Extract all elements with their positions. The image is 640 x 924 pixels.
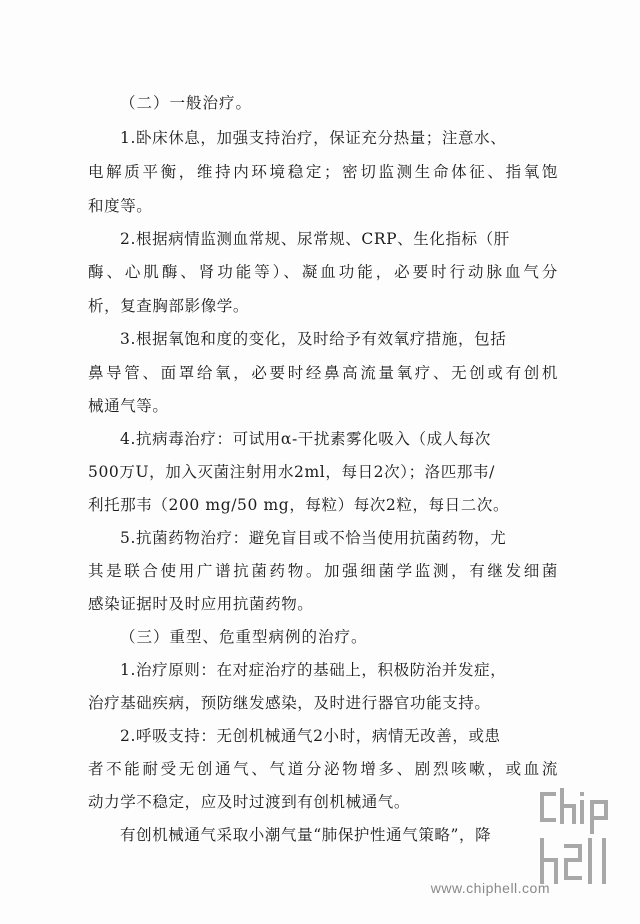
text-line: 有创机械通气采取小潮气量“肺保护性通气策略”，降 (120, 826, 492, 844)
text-line: 动力学不稳定，应及时过渡到有创机械通气。 (88, 793, 411, 811)
text-line: 械通气等。 (88, 397, 169, 415)
text-line: 2.根据病情监测血常规、尿常规、CRP、生化指标（肝 (120, 230, 510, 248)
text-line: 500万U，加入灭菌注射用水2ml，每日2次）；洛匹那韦/ (88, 463, 495, 481)
text-line: 鼻导管、面罩给氧，必要时经鼻高流量氧疗、无创或有创机 (88, 364, 558, 382)
section-heading-severe-treatment: （三）重型、危重型病例的治疗。 (120, 628, 368, 646)
text-line: 1.卧床休息，加强支持治疗，保证充分热量；注意水、 (120, 129, 507, 147)
text-line: 电解质平衡，维持内环境稳定；密切监测生命体征、指氧饱 (88, 163, 558, 181)
text-line: 1.治疗原则：在对症治疗的基础上，积极防治并发症， (120, 661, 507, 679)
watermark-url: www.chiphell.com (430, 880, 550, 896)
text-line: 和度等。 (88, 197, 153, 215)
text-line: 5.抗菌药物治疗：避免盲目或不恰当使用抗菌药物，尤 (120, 529, 507, 547)
text-line: 3.根据氧饱和度的变化，及时给予有效氧疗措施，包括 (120, 330, 507, 348)
text-line: 析，复查胸部影像学。 (88, 297, 250, 315)
text-line: 酶、心肌酶、肾功能等）、凝血功能，必要时行动脉血气分 (88, 263, 558, 281)
text-line: 感染证据时及时应用抗菌药物。 (88, 595, 314, 613)
text-line: 2.呼吸支持：无创机械通气2小时，病情无改善，或患 (120, 727, 501, 745)
section-heading-general-treatment: （二）一般治疗。 (120, 94, 253, 112)
text-line: 利托那韦（200 mg/50 mg，每粒）每次2粒，每日二次。 (88, 496, 510, 514)
text-line: 治疗基础疾病，预防继发感染，及时进行器官功能支持。 (88, 694, 491, 712)
text-line: 4.抗病毒治疗：可试用α-干扰素雾化吸入（成人每次 (120, 430, 491, 448)
text-line: 其是联合使用广谱抗菌药物。加强细菌学监测，有继发细菌 (88, 562, 558, 580)
text-line: 者不能耐受无创通气、气道分泌物增多、剧烈咳嗽，或血流 (88, 760, 558, 778)
